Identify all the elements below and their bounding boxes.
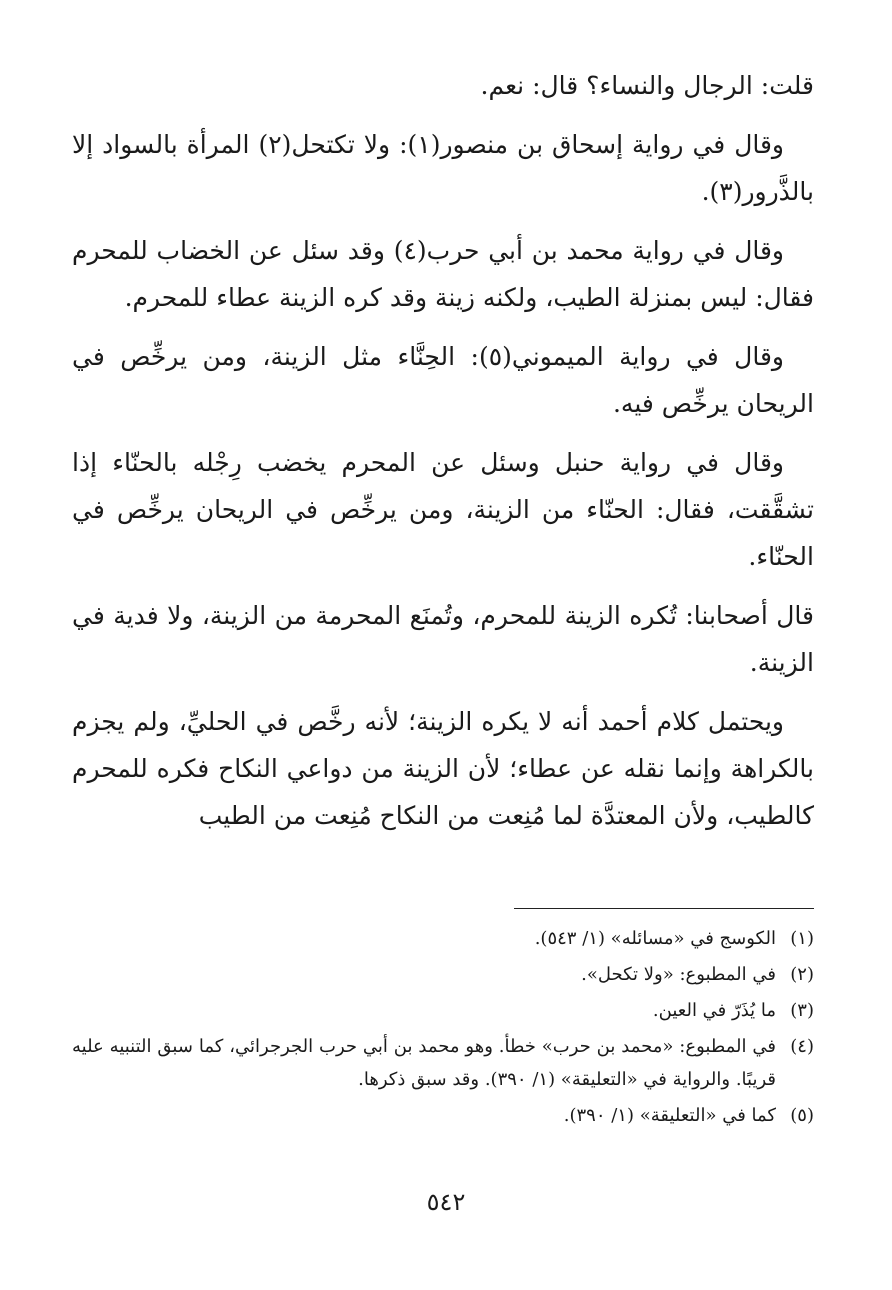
footnote-number: (٥) [790,1105,814,1126]
paragraph-4: وقال في رواية الميموني(٥): الحِنَّاء مثل الزينة، ومن يرخِّص في الريحان يرخِّص فيه. [72,342,814,418]
footnote-text: ما يُذَرّ في العين. [652,1000,776,1021]
footnotes [72,922,814,1135]
footnote-4 [72,1030,814,1096]
footnote-5 [72,1099,814,1132]
footnote-2 [72,958,814,991]
page-number: ٥٤٢ [426,1188,466,1216]
footnote-3 [72,994,814,1027]
footnote-text: في المطبوع: «ولا تكحل». [581,964,776,985]
paragraph-1: قلت: الرجال والنساء؟ قال: نعم. [480,71,814,100]
footnote-text: كما في «التعليقة» (١/ ٣٩٠). [563,1105,776,1126]
paragraph-5: وقال في رواية حنبل وسئل عن المحرم يخضب رِجْله بالحنّاء إذا تشقَّقت، فقال: الحنّاء من الزينة، ومن يرخِّص في الريحان يرخِّص في الحنّاء. [72,448,814,571]
paragraph-2: وقال في رواية إسحاق بن منصور(١): ولا تكتحل(٢) المرأة بالسواد إلا بالذَّرور(٣). [72,130,814,206]
footnote-text: في المطبوع: «محمد بن حرب» خطأ. وهو محمد بن أبي حرب الجرجرائي، كما سبق التنبيه عليه قريبًا. والرواية في «التعليقة» (١/ ٣٩٠). وقد سبق ذكرها. [72,1036,776,1090]
body-text [72,62,814,839]
footnote-number: (٢) [790,964,814,985]
footnote-number: (٣) [790,1000,814,1021]
footnote-number: (٤) [790,1036,814,1057]
footnote-separator [514,908,814,909]
footnote-1 [72,922,814,955]
paragraph-3: وقال في رواية محمد بن أبي حرب(٤) وقد سئل عن الخضاب للمحرم فقال: ليس بمنزلة الطيب، ولكنه زينة وقد كره الزينة عطاء للمحرم. [72,236,814,312]
footnote-text: الكوسج في «مسائله» (١/ ٥٤٣). [534,928,776,949]
main-text [72,62,814,851]
paragraph-6: قال أصحابنا: تُكره الزينة للمحرم، وتُمنَع المحرمة من الزينة، ولا فدية في الزينة. [72,601,814,677]
footnote-number: (١) [790,928,814,949]
paragraph-7: ويحتمل كلام أحمد أنه لا يكره الزينة؛ لأنه رخَّص في الحليِّ، ولم يجزم بالكراهة وإنما نقله عن عطاء؛ لأن الزينة من دواعي النكاح فكره للمحرم كالطيب، ولأن المعتدَّة لما مُنِعت من النكاح مُنِعت من الطيب [72,707,814,830]
